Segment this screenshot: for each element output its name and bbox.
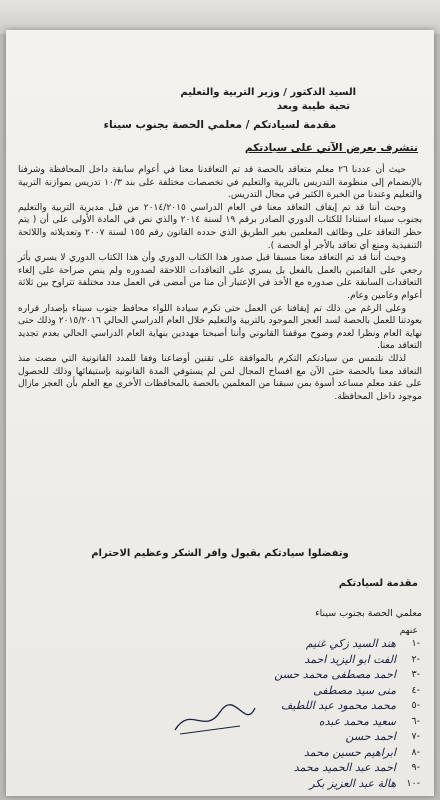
signatory-number: -٧ — [411, 731, 420, 743]
signatory-number: -١ — [411, 638, 420, 650]
signatory-row — [120, 698, 420, 714]
signatory-row — [120, 745, 420, 761]
intro-line: مقدمة لسيادتكم / معلمي الحصة بجنوب سيناء — [103, 119, 337, 131]
closing-line: وتفضلوا سيادتكم بقبول وافر الشكر وعظيم الاحترام — [91, 548, 349, 559]
signatory-row — [120, 714, 420, 730]
paragraph-1: حيث أن عددنا ٢٦ معلم متعاقد بالحصة قد تم التعاقدنا معنا في أعوام سابقة داخل المحافظة وشرفنا بالإنضمام إلى منظومة التدريس بالتربية والتعليم في تخصصات مختلفة على بند ١٠/٣ تدريس بموازنة التربية والتعليم وعندنا من الخبرة الكثير في مجال التدريس. — [18, 165, 422, 201]
signatory-name: احمد عبد الحميد محمد — [293, 761, 396, 775]
signatory-name: ابراهيم حسين محمد — [303, 745, 396, 759]
signatory-name: هند السيد زكي غنيم — [305, 637, 396, 651]
signatory-row — [120, 636, 420, 652]
letter-body — [18, 164, 422, 403]
signatory-row — [120, 729, 420, 745]
signatory-number: -٢ — [411, 653, 420, 665]
paragraph-5: لذلك نلتمس من سيادتكم التكرم بالموافقة على تقنين أوضاعنا وفقا للمدد القانونية التي مضت منذ التعاقد معنا بالحصة حتى الآن مع افساح المجال لمن لم يستوفي المدة القانونية بإستيفائها وذلك للحصول على عقد معلم مساعد أسوة بمن سبقنا من المعلمين بالحصة بالمحافظات الأخرى مع العلم بأن العجز مازال موجود داخل المحافظة. — [18, 353, 422, 402]
letter-page — [6, 30, 434, 796]
signatory-row — [120, 683, 420, 699]
signatory-row — [120, 760, 420, 776]
signatory-number: -٦ — [411, 715, 420, 727]
letter-subject: نتشرف بعرض الآتي على سيادتكم — [244, 142, 418, 154]
signatory-name: هالة عبد العزيز بكر — [309, 776, 396, 790]
signatory-number: -٨ — [411, 746, 420, 758]
signatories-list — [120, 636, 420, 791]
signatory-row — [120, 652, 420, 668]
signatory-name: احمد مصطفى محمد حسن — [274, 668, 396, 682]
signatory-row — [120, 667, 420, 683]
paragraph-2: وحيث أننا قد تم إيقاف التعاقد معنا في العام الدراسي ٢٠١٤/٢٠١٥ من قبل مديرية التربية والتعليم بجنوب سيناء استنادا للكتاب الدوري الصادر برقم ١٩ لسنة ٢٠١٤ والذي نص في المادة الأولى على أن ( يتم حظر التعاقد على وظائف المعلمين بغير الطريق الذي حدده القانون رقم ١٥٥ لسنة ٢٠٠٧ وتعديلاته واللائحة التنفيذية ومنع أي تعاقد بالأجر أو الحصة ). — [18, 202, 422, 251]
signature-scribble — [170, 700, 260, 740]
signatory-name: احمد حسن — [345, 730, 396, 744]
greeting-line: تحية طيبة وبعد — [276, 101, 350, 112]
signatory-number: -٩ — [411, 762, 420, 774]
signatory-name: محمد محمود عبد اللطيف — [281, 699, 396, 713]
signatory-name: سعيد محمد عبده — [318, 714, 396, 728]
signatory-number: -١٠ — [406, 777, 420, 789]
signature-subtitle: معلمي الحصة بجنوب سيناء — [315, 608, 422, 619]
signatory-name: منى سيد مصطفى — [313, 683, 396, 697]
signatory-number: -٣ — [411, 669, 420, 681]
signatory-name: الفت ابو اليزيد احمد — [304, 652, 396, 666]
paragraph-4: وعلى الرغم من ذلك تم إيقافنا عن العمل حتى تكرم سيادة اللواء محافظ جنوب سيناء بإصدار قراره بعودتنا للعمل بالحصة لسد العجز الموجود بالتربية والتعليم خلال العام الدراسي الحالي ٢٠١٥/٢٠١٦ وذلك حتى نهاية العام ونظرا لعدم وضوح موقفنا القانوني وأننا أصبحنا مهددين بنهاية العام الدراسي الحالي بعدم تجديد التعاقد معنا. — [18, 303, 423, 352]
paragraph-3: وحيث أننا قد تم التعاقد معنا مسبقا قبل صدور هذا الكتاب الدوري وأن هذا الكتاب الدوري لا يسري بأثر رجعي على القائمين بالعمل بالفعل بل يسري على التعاقدات اللاحقة لصدوره ولم ينص صراحة على إلغاء التعاقدات السابقة على صدوره مع الأخذ في الإعتبار أن منا من أمضى في العمل مدد مختلفة تتراوح بين ثلاثة أعوام وعامين وعام. — [18, 253, 422, 301]
addressee-line: السيد الدكتور / وزير التربية والتعليم — [180, 87, 356, 98]
signature-label: عنهم — [399, 626, 418, 636]
photo-background-top — [0, 0, 440, 34]
signatory-row — [120, 776, 420, 792]
signatory-number: -٤ — [411, 684, 420, 696]
signatory-number: -٥ — [411, 700, 420, 712]
signature-title: مقدمة لسيادتكم — [338, 578, 418, 589]
